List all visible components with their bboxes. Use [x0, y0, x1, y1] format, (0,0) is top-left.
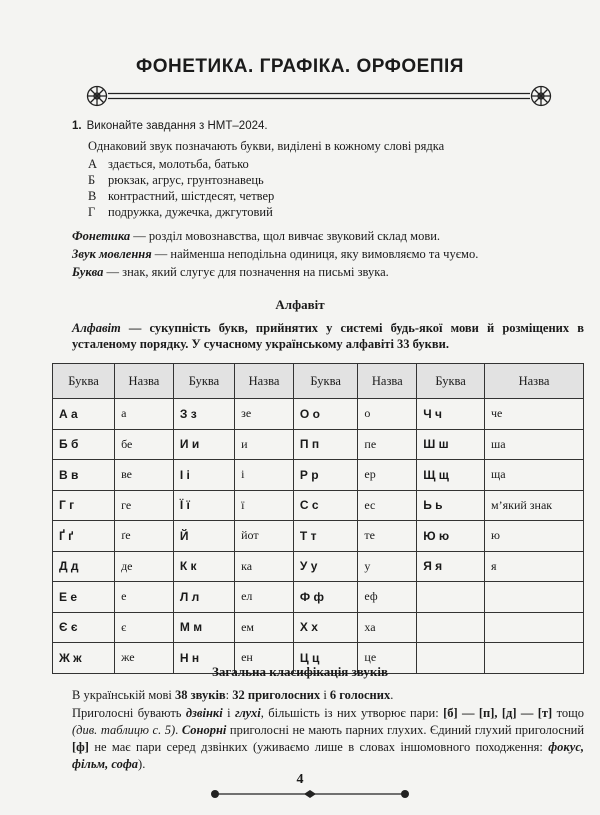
letter-name-cell: і: [235, 460, 294, 491]
letter-cell: А а: [53, 399, 115, 430]
definition-text: — розділ мовознавства, щол вивчає звуковий склад мови.: [130, 229, 441, 243]
letter-cell: Щ щ: [417, 460, 485, 491]
letter-cell: Б б: [53, 429, 115, 460]
task-text: Виконайте завдання з НМТ–2024.: [86, 120, 268, 132]
letter-cell: Р р: [293, 460, 357, 491]
answer-option-c: [88, 189, 274, 204]
text-run: і: [320, 688, 330, 702]
letter-cell: П п: [293, 429, 357, 460]
letter-name-cell: [485, 612, 584, 643]
letter-name-cell: и: [235, 429, 294, 460]
text-run: тощо: [552, 706, 584, 720]
letter-cell: В в: [53, 460, 115, 491]
letter-cell: Ц ц: [293, 643, 357, 674]
alphabet-heading: Алфавіт: [275, 297, 325, 312]
letter-cell: З з: [173, 399, 234, 430]
letter-name-cell: еф: [358, 582, 417, 613]
letter-cell: Я я: [417, 551, 485, 582]
letter-cell: Л л: [173, 582, 234, 613]
answer-option-a: [88, 157, 249, 172]
definition-letter: [72, 265, 592, 280]
letter-cell: [417, 582, 485, 613]
letter-name-cell: ха: [358, 612, 417, 643]
definition-phonetics: [72, 229, 592, 244]
text-run: 6 голосних: [329, 688, 391, 702]
text-run: Сонорні: [181, 723, 227, 737]
text-run: :: [225, 688, 233, 702]
letter-name-cell: я: [485, 551, 584, 582]
text-run: В українській мові: [72, 688, 176, 702]
letter-cell: Ї ї: [173, 490, 234, 521]
letter-cell: Ж ж: [53, 643, 115, 674]
letter-cell: Ш ш: [417, 429, 485, 460]
table-row: [53, 612, 584, 643]
letter-cell: У у: [293, 551, 357, 582]
table-header-cell: Буква: [417, 364, 485, 399]
letter-name-cell: ге: [115, 490, 174, 521]
letter-cell: Н н: [173, 643, 234, 674]
letter-cell: Т т: [293, 521, 357, 552]
text-run: Приголосні бувають: [72, 706, 186, 720]
answer-option-d: [88, 205, 273, 220]
task-question: Однаковий звук позначають букви, виділені в кожному слові рядка: [88, 139, 445, 153]
table-row: [53, 490, 584, 521]
letter-name-cell: ша: [485, 429, 584, 460]
option-letter: А: [88, 157, 98, 171]
letter-name-cell: ес: [358, 490, 417, 521]
letter-name-cell: е: [115, 582, 174, 613]
table-row: [53, 429, 584, 460]
right-rosette-icon: [532, 87, 551, 106]
definition-term: Буква: [72, 265, 104, 279]
option-text: подружка, дужечка, джгутовий: [108, 205, 273, 219]
table-header-cell: Буква: [293, 364, 357, 399]
letter-name-cell: ер: [358, 460, 417, 491]
letter-cell: Е е: [53, 582, 115, 613]
letter-name-cell: ґе: [115, 521, 174, 552]
letter-cell: Є є: [53, 612, 115, 643]
classification-paragraph-2: [72, 705, 584, 773]
letter-name-cell: [485, 582, 584, 613]
text-run: не має пари серед дзвінких (уживаємо лише в словах іншомовного походження:: [88, 740, 549, 754]
table-header-cell: Назва: [115, 364, 174, 399]
classification-heading: Загальна класифікація звуків: [211, 664, 389, 679]
letter-name-cell: йот: [235, 521, 294, 552]
letter-name-cell: ве: [115, 460, 174, 491]
letter-cell: Ю ю: [417, 521, 485, 552]
table-header-row: [53, 364, 584, 399]
text-run: дзвінкі: [185, 706, 223, 720]
letter-name-cell: а: [115, 399, 174, 430]
letter-cell: Х х: [293, 612, 357, 643]
definition-term: Звук мовлення: [72, 247, 152, 261]
text-run: 32 приголосних: [232, 688, 321, 702]
letter-cell: И и: [173, 429, 234, 460]
letter-name-cell: о: [358, 399, 417, 430]
letter-cell: Д д: [53, 551, 115, 582]
letter-name-cell: пе: [358, 429, 417, 460]
table-row: [53, 399, 584, 430]
table-header-cell: Назва: [358, 364, 417, 399]
text-run: (див. таблицю с. 5): [72, 723, 176, 737]
text-run: .: [390, 688, 394, 702]
letter-name-cell: ен: [235, 643, 294, 674]
table-header-cell: Буква: [53, 364, 115, 399]
letter-cell: К к: [173, 551, 234, 582]
text-run: і: [222, 706, 235, 720]
table-row: [53, 551, 584, 582]
option-text: здається, молотьба, батько: [108, 157, 249, 171]
left-rosette-icon: [88, 87, 107, 106]
page-number: 4: [296, 772, 304, 787]
letter-name-cell: ща: [485, 460, 584, 491]
letter-name-cell: бе: [115, 429, 174, 460]
text-run: ).: [138, 757, 146, 771]
option-letter: Б: [88, 173, 96, 187]
letter-cell: О о: [293, 399, 357, 430]
definition-term: Алфавіт: [72, 321, 121, 335]
footer-ornament: [210, 789, 410, 799]
letter-name-cell: де: [115, 551, 174, 582]
letter-name-cell: це: [358, 643, 417, 674]
alphabet-table: [52, 363, 584, 674]
table-header-cell: Назва: [485, 364, 584, 399]
text-run: фокус, фільм, софа: [72, 740, 584, 771]
letter-cell: С с: [293, 490, 357, 521]
option-text: контрастний, шістдесят, четвер: [108, 189, 275, 203]
table-row: [53, 460, 584, 491]
text-run: .: [175, 723, 182, 737]
letter-cell: І і: [173, 460, 234, 491]
letter-name-cell: ка: [235, 551, 294, 582]
option-letter: Г: [88, 205, 96, 219]
letter-cell: Й: [173, 521, 234, 552]
table-header-cell: Буква: [173, 364, 234, 399]
letter-cell: Ч ч: [417, 399, 485, 430]
text-run: приголосні не мають парних глухих. Єдиний глухий приголосний: [226, 723, 585, 737]
definition-text: — знак, який слугує для позначення на письмі звука.: [103, 265, 389, 279]
title-ornament: [86, 85, 552, 107]
letter-cell: Г г: [53, 490, 115, 521]
letter-cell: Ь ь: [417, 490, 485, 521]
text-run: [б] — [п], [д] — [т]: [443, 706, 553, 720]
table-header-cell: Назва: [235, 364, 294, 399]
table-row: [53, 582, 584, 613]
letter-cell: Ф ф: [293, 582, 357, 613]
option-text: рюкзак, агрус, грунтознавець: [108, 173, 264, 187]
text-run: [ф]: [72, 740, 89, 754]
letter-name-cell: ем: [235, 612, 294, 643]
letter-name-cell: є: [115, 612, 174, 643]
letter-name-cell: ю: [485, 521, 584, 552]
answer-option-b: [88, 173, 264, 188]
letter-name-cell: ел: [235, 582, 294, 613]
option-letter: В: [88, 189, 97, 203]
letter-name-cell: зе: [235, 399, 294, 430]
letter-name-cell: же: [115, 643, 174, 674]
text-run: , більшість із них утворює пари:: [260, 706, 444, 720]
task-number: 1.: [72, 120, 82, 132]
letter-cell: Ґ ґ: [53, 521, 115, 552]
task-line: [72, 120, 268, 132]
table-row: [53, 521, 584, 552]
letter-cell: М м: [173, 612, 234, 643]
letter-name-cell: те: [358, 521, 417, 552]
letter-name-cell: м’який знак: [485, 490, 584, 521]
classification-paragraph-1: [72, 687, 584, 704]
definition-speech-sound: [72, 247, 592, 262]
letter-name-cell: че: [485, 399, 584, 430]
alphabet-definition: [72, 320, 584, 352]
letter-name-cell: у: [358, 551, 417, 582]
definition-term: Фонетика: [72, 229, 131, 243]
definition-text: — найменша неподільна одиниця, яку вимовляємо та чуємо.: [151, 247, 479, 261]
definition-text: — сукупність букв, прийнятих у системі будь-якої мови й розміщених в усталеному порядку. У сучасному українському алфавіті 33 букви.: [72, 321, 584, 351]
text-run: глухі: [234, 706, 261, 720]
letter-name-cell: ї: [235, 490, 294, 521]
text-run: 38 звуків: [175, 688, 226, 702]
letter-cell: [417, 612, 485, 643]
page-title: ФОНЕТИКА. ГРАФІКА. ОРФОЕПІЯ: [136, 56, 464, 77]
